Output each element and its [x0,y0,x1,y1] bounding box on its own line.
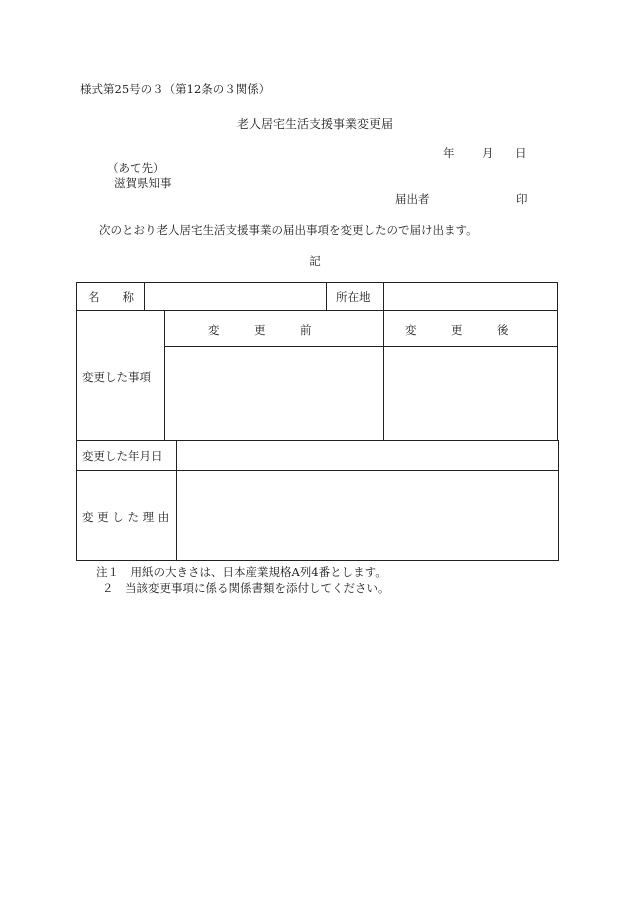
table-border-right-upper [557,282,558,441]
table-border-header-row [164,346,557,347]
before-header: 変 更 前 [208,323,312,337]
table-border-bottom [76,560,558,561]
table-border-right-lower [558,440,559,561]
seal-mark: 印 [516,192,528,206]
table-divider-changed-items [164,310,165,441]
table-border-left [76,282,77,561]
table-border-top [76,282,557,283]
name-label: 名 称 [88,290,134,304]
addressee-label: （あて先） [107,161,165,175]
location-label: 所在地 [336,290,371,304]
table-divider-lower-labels [176,440,177,561]
date-month-label: 月 [482,146,494,160]
form-number: 様式第25号の３（第12条の３関係） [80,82,271,96]
date-year-label: 年 [443,146,455,160]
ki-heading: 記 [309,254,321,268]
table-border-row3 [76,470,558,471]
document-title: 老人居宅生活支援事業変更届 [236,117,393,131]
date-day-label: 日 [515,146,527,160]
governor-label: 滋賀県知事 [114,176,172,190]
table-border-row2 [76,440,558,441]
note-2: ２ 当該変更事項に係る関係書類を添付してください。 [102,581,390,595]
changed-items-label: 変更した事項 [82,370,151,384]
table-divider-location-left [326,282,327,311]
after-header: 変 更 後 [405,323,509,337]
statement-text: 次のとおり老人居宅生活支援事業の届出事項を変更したので届け出ます。 [99,223,478,237]
changed-date-label: 変更した年月日 [82,449,163,463]
reason-label: 変 更 し た 理 由 [82,510,170,524]
table-border-row1 [76,310,557,311]
note-1: 注１ 用紙の大きさは、日本産業規格A列4番とします。 [96,565,387,579]
applicant-label: 届出者 [395,192,430,206]
table-divider-location-right [383,282,384,441]
table-divider-name [144,282,145,311]
